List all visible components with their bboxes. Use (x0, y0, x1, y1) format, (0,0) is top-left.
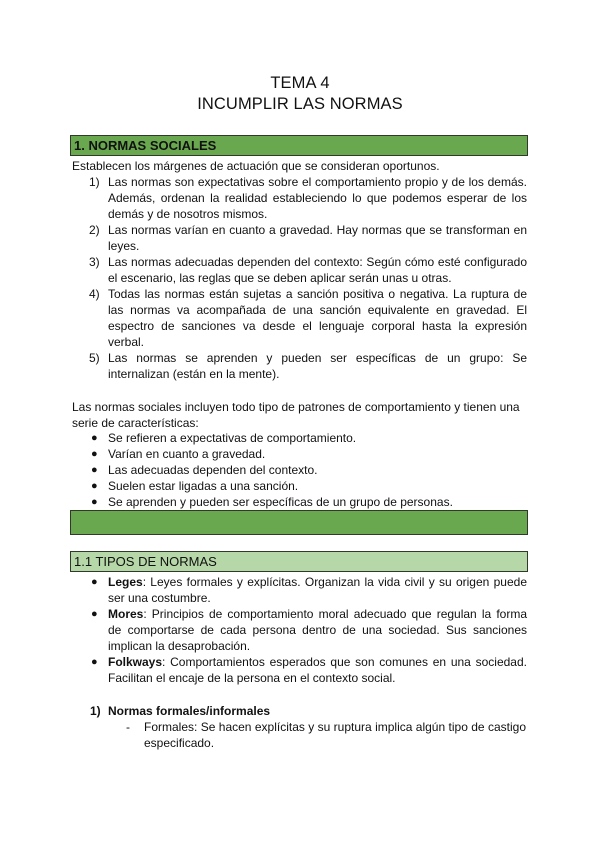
numbered-item (72, 174, 527, 222)
norm-term: Folkways (108, 655, 163, 669)
norm-definition: : Principios de comportamiento moral adecuado que regulan la forma de comportarse de cada persona dentro de una sociedad. Sus sanciones implican la desaprobación. (108, 607, 527, 653)
dash-marker: - (126, 720, 130, 734)
section1-heading: 1. NORMAS SOCIALES (74, 138, 217, 153)
bullet-icon: ● (91, 576, 98, 588)
bullet-item (72, 494, 527, 510)
list-marker: 2) (89, 223, 100, 237)
list-marker: 1) (89, 175, 100, 189)
item-text: Las normas varían en cuanto a gravedad. Hay normas que se transforman en leyes. (108, 223, 527, 253)
list-marker: 5) (89, 351, 100, 365)
numbered-item (72, 222, 527, 254)
numbered-item (72, 254, 527, 286)
section1-intro: Establecen los márgenes de actuación que se consideran oportunos. (72, 159, 440, 173)
norm-term: Leges (108, 575, 143, 589)
section1-closing-bar (70, 510, 528, 535)
doc-title-line1: TEMA 4 (270, 74, 330, 92)
item-text: Varían en cuanto a gravedad. (108, 447, 266, 461)
bullet-icon: ● (91, 464, 98, 476)
bullet-icon: ● (91, 432, 98, 444)
doc-title-line2: INCUMPLIR LAS NORMAS (197, 95, 403, 113)
characteristics-paragraph: Las normas sociales incluyen todo tipo de patrones de comportamiento y tienen una serie de características: (72, 400, 520, 430)
characteristics-list (72, 430, 527, 510)
bullet-item (72, 446, 527, 462)
norm-type-item (72, 654, 527, 686)
item-text: Se refieren a expectativas de comportamiento. (108, 431, 357, 445)
bullet-item (72, 430, 527, 446)
item-text: Formales: Se hacen explícitas y su ruptura implica algún tipo de castigo especificado. (144, 720, 526, 750)
numbered-item (72, 350, 527, 382)
norm-type-item (72, 574, 527, 606)
subheading-formal-informal (90, 703, 270, 719)
bullet-icon: ● (91, 656, 98, 668)
item-text: Suelen estar ligadas a una sanción. (108, 479, 299, 493)
bullet-icon: ● (91, 496, 98, 508)
section11-heading: 1.1 TIPOS DE NORMAS (74, 554, 217, 569)
numbered-item (72, 286, 527, 350)
subheading-text: Normas formales/informales (108, 704, 271, 718)
bullet-item (72, 478, 527, 494)
bullet-item (72, 462, 527, 478)
item-text: Las normas son expectativas sobre el comportamiento propio y de los demás. Además, ordenan la realidad estableciendo lo que podemos esperar de los demás y de nosotros mismos. (108, 175, 527, 221)
bullet-icon: ● (91, 608, 98, 620)
dash-list-item (126, 719, 526, 751)
norm-term: Mores (108, 607, 144, 621)
norm-definition: : Leyes formales y explícitas. Organizan la vida civil y su origen puede ser una costumbre. (108, 575, 527, 605)
list-marker: 4) (89, 287, 100, 301)
numbered-list (72, 174, 527, 382)
item-text: Las normas se aprenden y pueden ser específicas de un grupo: Se internalizan (están en la mente). (108, 351, 527, 381)
norm-definition: : Comportamientos esperados que son comunes en una sociedad. Facilitan el encaje de la persona en el contexto social. (108, 655, 527, 685)
list-marker: 3) (89, 255, 100, 269)
norm-type-item (72, 606, 527, 654)
bullet-icon: ● (91, 448, 98, 460)
item-text: Las adecuadas dependen del contexto. (108, 463, 318, 477)
item-text: Todas las normas están sujetas a sanción positiva o negativa. La ruptura de las normas va acompañada de una sanción equivalente en gravedad. El espectro de sanciones va desde el lenguaje corporal hasta la expresión verbal. (108, 287, 527, 349)
section11-heading-bar (70, 551, 528, 572)
bullet-icon: ● (91, 480, 98, 492)
section1-heading-bar (70, 135, 528, 156)
item-text: Se aprenden y pueden ser específicas de un grupo de personas. (108, 495, 453, 509)
norm-types-list (72, 574, 527, 686)
subheading-marker: 1) (90, 704, 101, 718)
item-text: Las normas adecuadas dependen del contexto: Según cómo esté configurado el escenario, las reglas que se deben aplicar serán unas u otras. (108, 255, 527, 285)
